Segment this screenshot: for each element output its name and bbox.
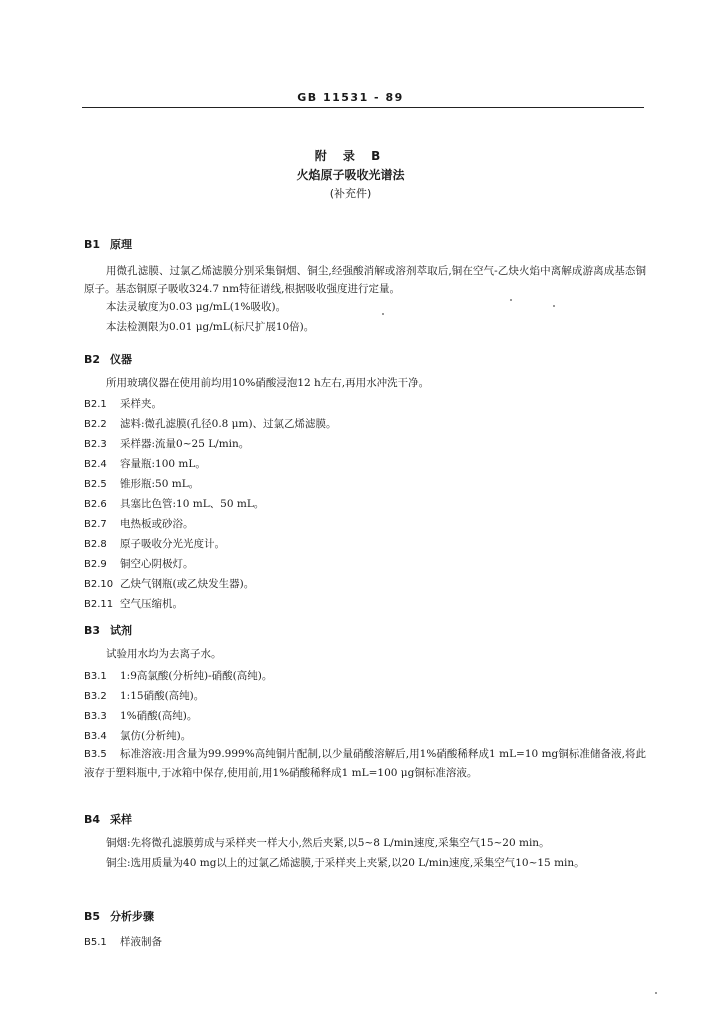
- b3-intro: 试验用水均为去离子水。: [106, 648, 222, 660]
- section-number: B2: [84, 353, 101, 366]
- section-number: B1: [84, 238, 101, 251]
- b4-copper-fume: 铜烟:先将微孔滤膜剪成与采样夹一样大小,然后夹紧,以5~8 L/min速度,采集空气15~20 min。: [106, 837, 550, 849]
- list-item: B2.10 乙炔气钢瓶(或乙炔发生器)。: [84, 578, 255, 590]
- list-item: B2.4 容量瓶:100 mL。: [84, 458, 206, 470]
- b1-detection-limit: 本法检测限为0.01 μg/mL(标尺扩展10倍)。: [106, 321, 315, 333]
- list-item: B2.9 铜空心阴极灯。: [84, 558, 194, 570]
- section-b5-heading: [84, 908, 154, 924]
- section-b3-heading: [84, 622, 132, 638]
- list-item: B2.1 采样夹。: [84, 398, 162, 410]
- section-number: B4: [84, 813, 101, 826]
- b4-copper-dust: 铜尘:选用质量为40 mg以上的过氯乙烯滤膜,于采样夹上夹紧,以20 L/min速度,采集空气10~15 min。: [106, 857, 585, 869]
- appendix-title: 火焰原子吸收光谱法: [296, 168, 405, 182]
- section-b4-heading: [84, 811, 132, 827]
- list-item: B3.2 1:15硝酸(高纯)。: [84, 690, 205, 702]
- standard-code: GB 11531 - 89: [297, 91, 404, 104]
- list-item: B2.7 电热板或砂浴。: [84, 518, 194, 530]
- section-number: B5: [84, 910, 101, 923]
- section-title: 采样: [110, 813, 132, 826]
- item-number: B3.5: [84, 749, 107, 760]
- list-item: B2.2 滤料:微孔滤膜(孔径0.8 μm)、过氯乙烯滤膜。: [84, 418, 337, 430]
- scan-speck: [655, 992, 657, 994]
- section-title: 仪器: [110, 353, 132, 366]
- b3-standard-solution: [84, 745, 646, 782]
- b2-intro: 所用玻璃仪器在使用前均用10%硝酸浸泡12 h左右,再用水冲洗干净。: [106, 377, 430, 389]
- section-number: B3: [84, 624, 101, 637]
- section-b1-heading: [84, 236, 132, 252]
- list-item: B2.3 采样器:流量0~25 L/min。: [84, 438, 250, 450]
- section-title: 分析步骤: [110, 910, 154, 923]
- list-item: B3.4 氯仿(分析纯)。: [84, 730, 192, 742]
- list-item: B3.1 1:9高氯酸(分析纯)-硝酸(高纯)。: [84, 670, 273, 682]
- section-title: 试剂: [110, 624, 132, 637]
- appendix-label: 附 录 B: [314, 149, 387, 163]
- list-item: B2.11 空气压缩机。: [84, 598, 183, 610]
- section-title: 原理: [110, 238, 132, 251]
- header-rule: [82, 107, 644, 108]
- list-item: B2.5 锥形瓶:50 mL。: [84, 478, 200, 490]
- item-text: 标准溶液:用含量为99.999%高纯铜片配制,以少量硝酸溶解后,用1%硝酸稀释成1 mL=10 mg铜标准储备液,将此液存于塑料瓶中,于冰箱中保存,使用前,用1%硝酸稀释成1 mL=100 μg铜标准溶液。: [84, 748, 646, 779]
- subsection-b5-1: B5.1 样液制备: [84, 936, 162, 948]
- b1-paragraph-principle: 用微孔滤膜、过氯乙烯滤膜分别采集铜烟、铜尘,经强酸消解或溶剂萃取后,铜在空气-乙炔火焰中离解成游离成基态铜原子。基态铜原子吸收324.7 nm特征谱线,根据吸收强度进行定量。: [84, 265, 646, 295]
- scan-speck: [553, 305, 555, 307]
- b1-sensitivity: 本法灵敏度为0.03 μg/mL(1%吸收)。: [106, 301, 287, 313]
- list-item: B3.3 1%硝酸(高纯)。: [84, 710, 198, 722]
- list-item: B2.8 原子吸收分光光度计。: [84, 538, 225, 550]
- scan-speck: [382, 313, 384, 315]
- section-b2-heading: [84, 351, 132, 367]
- appendix-note: (补充件): [329, 187, 372, 200]
- scan-speck: [510, 299, 512, 301]
- list-item: B2.6 具塞比色管:10 mL、50 mL。: [84, 498, 265, 510]
